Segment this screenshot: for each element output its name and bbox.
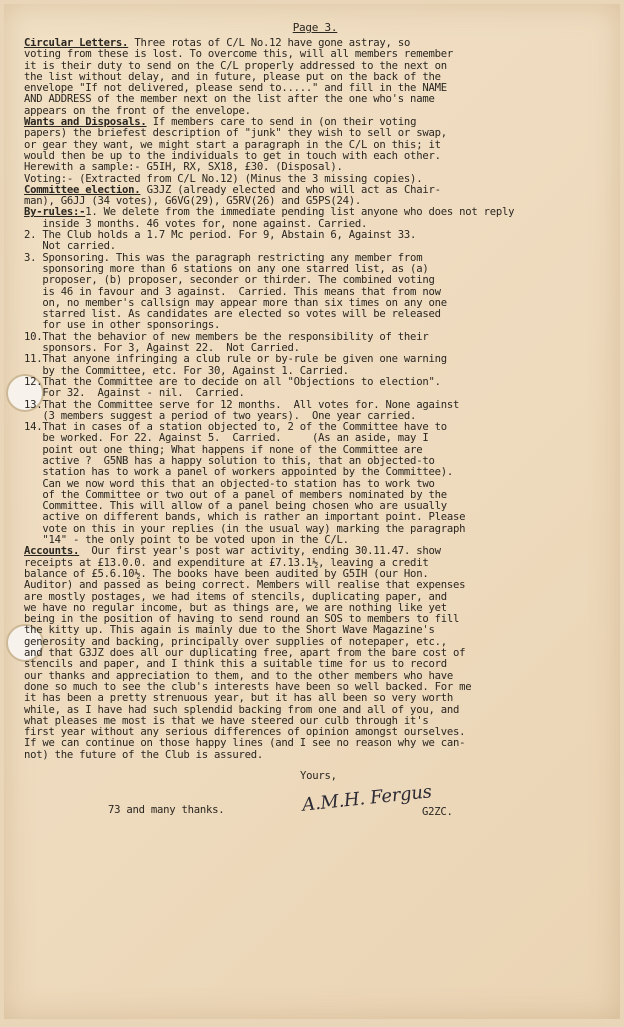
- text-line: [24, 343, 606, 354]
- text-line: [24, 648, 606, 659]
- text-line: [24, 637, 606, 648]
- text-line: [24, 83, 606, 94]
- page-number: Page 3.: [292, 21, 338, 34]
- text-line: [24, 512, 606, 523]
- text-line: [24, 411, 606, 422]
- text-line: [24, 727, 606, 738]
- text-line: [24, 241, 606, 252]
- section: [24, 38, 606, 117]
- text-line: [24, 659, 606, 670]
- section: [24, 185, 606, 208]
- text-line: [24, 388, 606, 399]
- line-text: envelope "If not delivered, please send to....." and fill in the NAME: [24, 83, 447, 95]
- line-text: station has to work a panel of workers appointed by the Committee).: [24, 467, 453, 479]
- line-text: Our first year's post war activity, ending 30.11.47. show: [79, 546, 441, 558]
- text-line: [24, 264, 606, 275]
- line-text: balance of £5.6.10½. The books have been audited by G5IH (our Hon.: [24, 568, 429, 580]
- text-line: [24, 162, 606, 173]
- line-text: Auditor) and passed as being correct. Members will realise that expenses: [24, 580, 466, 592]
- line-text: appears on the front of the envelope.: [24, 105, 251, 117]
- line-text: would then be up to the individuals to get in touch with each other.: [24, 150, 441, 162]
- line-text: Three rotas of C/L No.12 have gone astray, so: [128, 38, 411, 49]
- text-line: [24, 603, 606, 614]
- section-heading: Circular Letters.: [24, 38, 129, 49]
- closing-block: [24, 771, 606, 823]
- text-line: [24, 275, 606, 286]
- text-line: [24, 106, 606, 117]
- line-text: (3 members suggest a period of two years). One year carried.: [24, 410, 417, 422]
- line-text: first year without any serious differences of opinion amongst ourselves.: [24, 727, 466, 739]
- line-text: papers) the briefest description of "junk" they wish to sell or swap,: [24, 128, 447, 140]
- text-line: [24, 298, 606, 309]
- line-text: man), G6JJ (34 votes), G6VG(29), G5RV(26) and G5PS(24).: [24, 196, 362, 208]
- text-line: [24, 716, 606, 727]
- line-text: is 46 in favour and 3 against. Carried. This means that from now: [24, 286, 441, 298]
- section: [24, 546, 606, 761]
- line-text: be worked. For 22. Against 5. Carried. (As an aside, may I: [24, 433, 429, 445]
- line-text: 2. The Club holds a 1.7 Mc period. For 9, Abstain 6, Against 33.: [24, 230, 417, 242]
- text-line: [24, 456, 606, 467]
- text-line: [24, 400, 606, 411]
- sections: [24, 38, 606, 761]
- line-text: sponsoring more than 6 stations on any one starred list, as (a): [24, 263, 429, 275]
- text-line: [24, 117, 606, 128]
- text-line: [24, 320, 606, 331]
- section: [24, 117, 606, 173]
- text-line: [24, 671, 606, 682]
- line-text: "14" - the only point to be voted upon in the C/L.: [24, 535, 349, 547]
- text-line: [24, 490, 606, 501]
- text-line: [24, 151, 606, 162]
- line-text: Not carried.: [24, 241, 116, 253]
- text-line: [24, 174, 606, 185]
- text-line: [24, 750, 606, 761]
- line-text: by the Committee, etc. For 30, Against 1. Carried.: [24, 365, 349, 377]
- line-text: Committee. This will allow of a panel being chosen who are usually: [24, 501, 447, 513]
- line-text: sponsors. For 3, Against 22. Not Carried.: [24, 343, 300, 355]
- text-line: [24, 625, 606, 636]
- line-text: done so much to see the club's interests have been so well backed. For me: [24, 681, 472, 693]
- section-heading: Committee election.: [24, 184, 141, 196]
- text-line: [24, 614, 606, 625]
- line-text: 13.That the Committee serve for 12 months. All votes for. None against: [24, 399, 460, 411]
- line-text: the kitty up. This again is mainly due to the Short Wave Magazine's: [24, 625, 435, 637]
- text-line: [24, 693, 606, 704]
- line-text: while, as I have had such splendid backing from one and all of you, and: [24, 704, 460, 716]
- text-line: [24, 128, 606, 139]
- text-line: [24, 196, 606, 207]
- line-text: it is their duty to send on the C/L properly addressed to the next on: [24, 60, 447, 72]
- text-line: [24, 705, 606, 716]
- text-line: [24, 230, 606, 241]
- line-text: being in the position of having to send round an SOS to members to fill: [24, 614, 460, 626]
- line-text: If members care to send in (on their voting: [146, 117, 417, 129]
- text-line: [24, 219, 606, 230]
- line-text: For 32. Against - nil. Carried.: [24, 388, 245, 400]
- line-text: and that G3JZ does all our duplicating free, apart from the bare cost of: [24, 648, 466, 660]
- text-line: [24, 207, 606, 218]
- text-line: [24, 140, 606, 151]
- line-text: AND ADDRESS of the member next on the list after the one who's name: [24, 94, 435, 106]
- line-text: generosity and backing, principally over supplies of notepaper, etc.,: [24, 636, 447, 648]
- line-text: 12.That the Committee are to decide on all "Objections to election".: [24, 376, 441, 388]
- text-line: [24, 72, 606, 83]
- line-text: If we can continue on those happy lines (and I see no reason why we can-: [24, 738, 466, 750]
- line-text: voting from these is lost. To overcome this, will all members remember: [24, 49, 453, 61]
- line-text: not) the future of the Club is assured.: [24, 749, 263, 761]
- line-text: our thanks and appreciation to them, and to the other members who have: [24, 670, 453, 682]
- line-text: G3JZ (already elected and who will act as Chair-: [140, 184, 441, 196]
- text-line: [24, 569, 606, 580]
- signature-row: [24, 781, 606, 823]
- text-line: [24, 309, 606, 320]
- closing-thanks: 73 and many thanks.: [108, 804, 225, 816]
- line-text: inside 3 months. 46 votes for, none against. Carried.: [24, 218, 368, 230]
- line-text: Voting:- (Extracted from C/L No.12) (Minus the 3 missing copies).: [24, 173, 423, 185]
- line-text: of the Committee or two out of a panel of members nominated by the: [24, 489, 447, 501]
- text-line: [24, 422, 606, 433]
- text-line: [24, 332, 606, 343]
- line-text: are mostly postages, we had items of stencils, duplicating paper, and: [24, 591, 447, 603]
- line-text: what pleases me most is that we have steered our culb through it's: [24, 715, 429, 727]
- text-line: [24, 445, 606, 456]
- text-line: [24, 546, 606, 557]
- text-line: [24, 479, 606, 490]
- line-text: vote on this in your replies (in the usual way) marking the paragraph: [24, 523, 466, 535]
- text-line: [24, 253, 606, 264]
- text-line: [24, 433, 606, 444]
- line-text: 14.That in cases of a station objected to, 2 of the Committee have to: [24, 422, 447, 434]
- document-body: [24, 22, 606, 823]
- text-line: [24, 366, 606, 377]
- text-line: [24, 185, 606, 196]
- text-line: [24, 580, 606, 591]
- line-text: on, no member's callsign may appear more than six times on any one: [24, 297, 447, 309]
- line-text: Can we now word this that an objected-to station has to work two: [24, 478, 435, 490]
- line-text: 3. Sponsoring. This was the paragraph restricting any member from: [24, 252, 423, 264]
- section-heading: Accounts.: [24, 546, 80, 558]
- line-text: or gear they want, we might start a paragraph in the C/L on this; it: [24, 139, 441, 151]
- section: [24, 174, 606, 185]
- text-line: [24, 377, 606, 388]
- text-line: [24, 592, 606, 603]
- text-line: [24, 501, 606, 512]
- text-line: [24, 61, 606, 72]
- handwritten-signature: A.M.H. Fergus: [301, 781, 433, 816]
- closing-salutation: Yours,: [300, 771, 337, 782]
- line-text: we have no regular income, but as things are, we are nothing like yet: [24, 602, 447, 614]
- text-line: [24, 94, 606, 105]
- line-text: for use in other sponsorings.: [24, 320, 221, 332]
- text-line: [24, 354, 606, 365]
- text-line: [24, 287, 606, 298]
- line-text: starred list. As candidates are elected so votes will be released: [24, 309, 441, 321]
- text-line: [24, 49, 606, 60]
- line-text: active ? G5NB has a happy solution to this, that an objected-to: [24, 455, 435, 467]
- document-page: [4, 4, 620, 1019]
- section-heading: Wants and Disposals.: [24, 117, 147, 129]
- signer-callsign: G2ZC.: [422, 806, 453, 818]
- section-heading: By-rules:-: [24, 207, 86, 219]
- line-text: it has been a pretty strenuous year, but it has all been so very worth: [24, 693, 453, 705]
- line-text: receipts at £13.0.0. and expenditure at £7.13.1½, leaving a credit: [24, 557, 429, 569]
- line-text: the list without delay, and in future, please put on the back of the: [24, 71, 441, 83]
- text-line: [24, 467, 606, 478]
- text-line: [24, 682, 606, 693]
- line-text: Herewith a sample:- G5IH, RX, SX18, £30. (Disposal).: [24, 162, 343, 174]
- text-line: [24, 524, 606, 535]
- line-text: 10.That the behavior of new members be the responsibility of their: [24, 331, 429, 343]
- text-line: [24, 738, 606, 749]
- section: [24, 207, 606, 546]
- line-text: proposer, (b) proposer, seconder or thirder. The combined voting: [24, 275, 435, 287]
- text-line: [24, 38, 606, 49]
- text-line: [24, 535, 606, 546]
- line-text: active on different bands, which is rather an important point. Please: [24, 512, 466, 524]
- line-text: 11.That anyone infringing a club rule or by-rule be given one warning: [24, 354, 447, 366]
- line-text: 1. We delete from the immediate pending list anyone who does not reply: [85, 207, 515, 219]
- text-line: [24, 558, 606, 569]
- line-text: stencils and paper, and I think this a suitable time for us to record: [24, 659, 447, 671]
- line-text: point out one thing; What happens if none of the Committee are: [24, 444, 423, 456]
